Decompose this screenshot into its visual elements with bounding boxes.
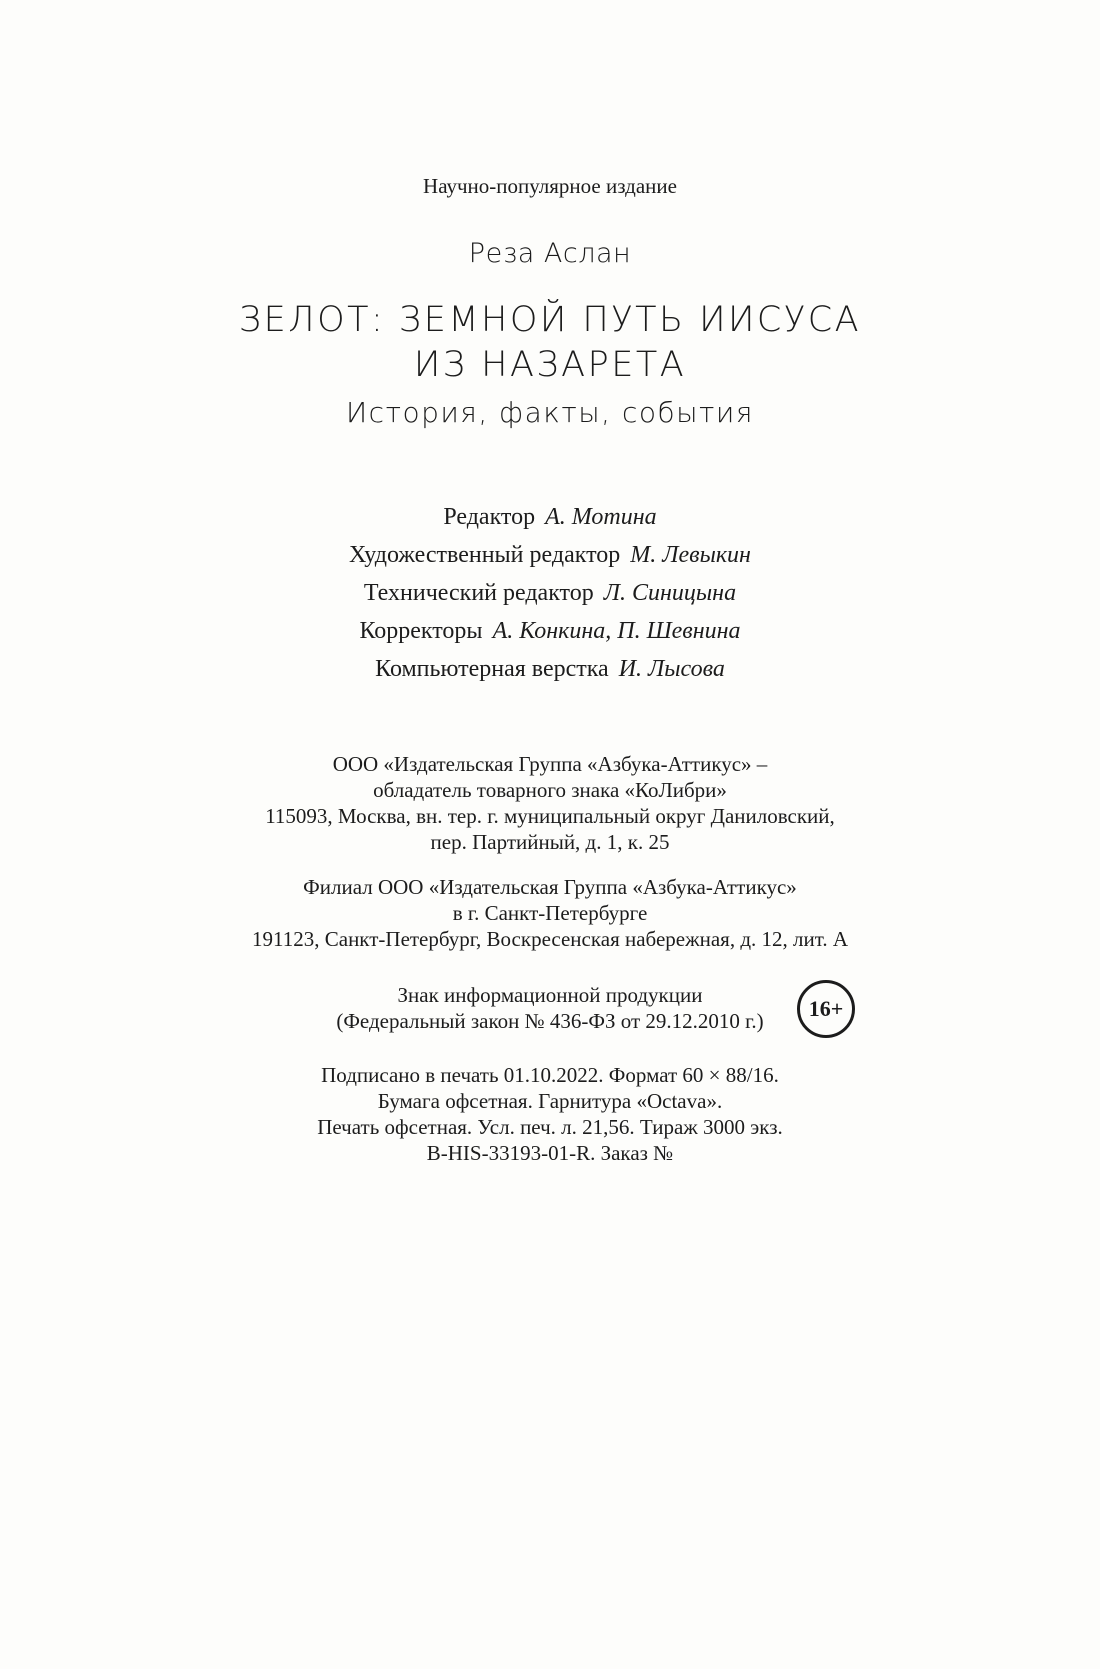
print-info-line: Печать офсетная. Усл. печ. л. 21,56. Тираж 3000 экз. [317,1115,783,1139]
book-title-line-1: ЗЕЛОТ: ЗЕМНОЙ ПУТЬ ИИСУСА [238,300,862,340]
publisher-line: обладатель товарного знака «КоЛибри» [373,778,727,802]
branch-line: 191123, Санкт-Петербург, Воскресенская набережная, д. 12, лит. А [252,927,848,951]
info-mark-line-2: (Федеральный закон № 436-ФЗ от 29.12.2010 г.) [336,1009,764,1033]
book-title-line-2: ИЗ НАЗАРЕТА [413,345,687,385]
credit-editor [0,504,1100,531]
credit-person: А. Мотина [545,504,657,530]
credit-person: Л. Синицына [603,580,737,606]
print-info-line: B-HIS-33193-01-R. Заказ № [426,1141,674,1165]
credit-proofreaders [0,618,1100,645]
credit-technical-editor [0,580,1100,607]
branch-line: Филиал ООО «Издательская Группа «Азбука-Аттикус» [303,875,797,899]
credit-role: Корректоры [359,618,483,644]
credit-person: М. Левыкин [630,542,751,568]
credit-role: Художественный редактор [349,542,621,568]
info-mark-line-1: Знак информационной продукции [397,983,703,1007]
age-rating-badge: 16+ [797,980,855,1038]
credit-role: Компьютерная верстка [375,656,609,682]
credit-art-editor [0,542,1100,569]
credit-person: И. Лысова [618,656,725,682]
print-info-line: Бумага офсетная. Гарнитура «Octava». [377,1089,723,1113]
credit-role: Редактор [443,504,536,530]
author-name: Реза Аслан [468,238,632,269]
credit-role: Технический редактор [363,580,594,606]
book-subtitle: История, факты, события [346,396,754,429]
credit-person: А. Конкина, П. Шевнина [492,618,741,644]
edition-genre: Научно-популярное издание [423,174,677,198]
publisher-line: 115093, Москва, вн. тер. г. муниципальный округ Даниловский, [265,804,835,828]
publisher-line: ООО «Издательская Группа «Азбука-Аттикус» – [332,752,768,776]
print-info-line: Подписано в печать 01.10.2022. Формат 60 × 88/16. [321,1063,779,1087]
publisher-line: пер. Партийный, д. 1, к. 25 [430,830,670,854]
branch-line: в г. Санкт-Петербурге [452,901,648,925]
credit-layout [0,656,1100,683]
